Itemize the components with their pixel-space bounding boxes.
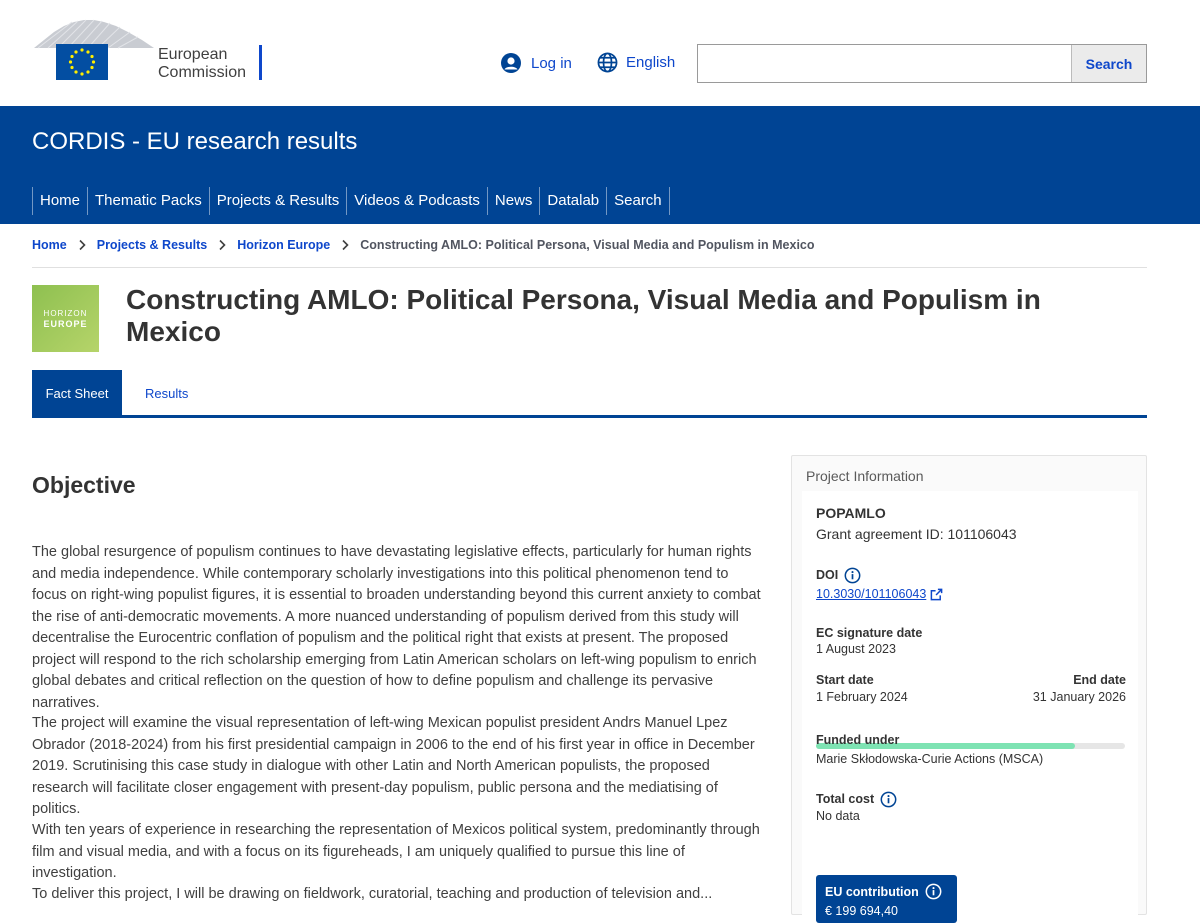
project-acronym: POPAMLO (816, 505, 886, 521)
info-icon[interactable] (844, 567, 861, 584)
breadcrumb-horizon-europe[interactable]: Horizon Europe (237, 238, 331, 252)
breadcrumb-current: Constructing AMLO: Political Persona, Visual Media and Populism in Mexico (360, 238, 815, 252)
top-header (0, 0, 1200, 106)
eu-contribution-value: € 199 694,40 (825, 904, 898, 918)
nav-item-datalab[interactable]: Datalab (539, 187, 606, 215)
eu-contribution-box (816, 875, 957, 923)
search-button[interactable]: Search (1071, 45, 1146, 82)
objective-paragraph: The global resurgence of populism continues to have devastating legislative effects, particularly for human rights and media independence. While contemporary scholarly investigations into this political phenomenon tend to focus on right-wing populist figures, it is essential to broaden understanding beyond this current anxiety to combat the rise of anti-democratic movements. A more nuanced understanding of populism derived from this study will decentralise the Eurocentric conflation of populism and the political right that exists at present. The proposed project will respond to the rich scholarship emerging from Latin American scholars on left-wing populism to enrich global debates and critical reflection on the question of how to define populism and challenge its pervasive narratives. (32, 544, 761, 711)
chevron-right-icon (340, 239, 350, 251)
search-input[interactable] (698, 45, 1071, 82)
globe-icon (597, 52, 618, 73)
eu-contribution-label: EU contribution (825, 884, 919, 899)
grant-agreement-id: Grant agreement ID: 101106043 (816, 526, 1017, 542)
programme-logo-line-2: EUROPE (43, 318, 88, 329)
start-date-label: Start date (816, 673, 874, 687)
doi-label: DOI (816, 567, 839, 582)
objective-paragraph: To deliver this project, I will be drawing on fieldwork, curatorial, teaching and production of television and... (32, 886, 713, 902)
site-search (697, 44, 1147, 83)
ec-signature-label: EC signature date (816, 626, 923, 640)
eu-contribution-label-row (825, 883, 948, 900)
panel-heading: Project Information (806, 468, 924, 484)
nav-item-thematic-packs[interactable]: Thematic Packs (87, 187, 209, 215)
logo-divider (259, 45, 262, 80)
objective-heading: Objective (32, 472, 136, 498)
breadcrumb-home[interactable]: Home (32, 238, 67, 252)
site-banner (0, 106, 1200, 224)
user-icon (500, 52, 522, 74)
logo-line-2: Commission (158, 64, 247, 81)
tab-bar (32, 370, 202, 415)
info-icon[interactable] (880, 791, 897, 808)
doi-link[interactable] (816, 587, 943, 601)
end-date-value: 31 January 2026 (1032, 690, 1126, 704)
login-link[interactable] (500, 52, 572, 74)
start-date-value: 1 February 2024 (816, 690, 908, 704)
breadcrumb-divider (32, 267, 1147, 268)
logo-line-1: European (158, 46, 228, 63)
tab-underline (32, 415, 1147, 418)
language-selector[interactable] (597, 52, 675, 73)
breadcrumb-projects-results[interactable]: Projects & Results (96, 238, 208, 252)
page-title: Constructing AMLO: Political Persona, Visual Media and Populism in Mexico (126, 284, 1041, 347)
european-commission-wordmark (158, 46, 246, 82)
language-label: English (626, 54, 676, 71)
funded-under-label: Funded under (816, 733, 900, 747)
doi-label-row (816, 567, 861, 584)
panel-body (802, 491, 1138, 916)
objective-paragraph: With ten years of experience in researching the representation of Mexicos political system, predominantly through film and visual media, and with a focus on its figureheads, I am uniquely qualified to pursue this line of investigation. (32, 822, 760, 881)
end-date-label: End date (1073, 673, 1126, 687)
programme-logo-line-1: HORIZON (43, 308, 88, 318)
tab-fact-sheet[interactable]: Fact Sheet (32, 370, 122, 415)
doi-value: 10.3030/101106043 (816, 587, 927, 601)
external-link-icon (930, 588, 943, 601)
total-cost-label-row (816, 791, 897, 808)
nav-item-projects-results[interactable]: Projects & Results (209, 187, 347, 215)
ec-signature-value: 1 August 2023 (816, 642, 896, 656)
main-navigation (32, 187, 670, 215)
total-cost-value: No data (816, 809, 860, 823)
objective-paragraph: The project will examine the visual representation of left-wing Mexican populist president Andrs Manuel Lpez Obrador (2018-2024) from his first presidential campaign in 2006 to the end of his first year in office in December 2019. Scrutinising this case study in dialogue with other Latin and North American populists, the proposed research will facilitate closer engagement with present-day populism, public persona and the mediatising of politics. (32, 715, 755, 817)
funded-under-value[interactable]: Marie Skłodowska-Curie Actions (MSCA) (816, 752, 1044, 766)
info-icon[interactable] (925, 883, 942, 900)
breadcrumb (32, 238, 815, 252)
chevron-right-icon (217, 239, 227, 251)
nav-item-videos-podcasts[interactable]: Videos & Podcasts (346, 187, 487, 215)
nav-item-search[interactable]: Search (606, 187, 670, 215)
total-cost-label: Total cost (816, 791, 875, 806)
tab-results[interactable]: Results (145, 386, 189, 401)
nav-item-home[interactable]: Home (32, 187, 87, 215)
nav-item-news[interactable]: News (487, 187, 540, 215)
project-information-panel (791, 455, 1147, 918)
chevron-right-icon (77, 239, 87, 251)
horizon-europe-logo (32, 285, 99, 352)
site-title[interactable]: CORDIS - EU research results (32, 128, 358, 155)
login-label: Log in (531, 54, 572, 72)
